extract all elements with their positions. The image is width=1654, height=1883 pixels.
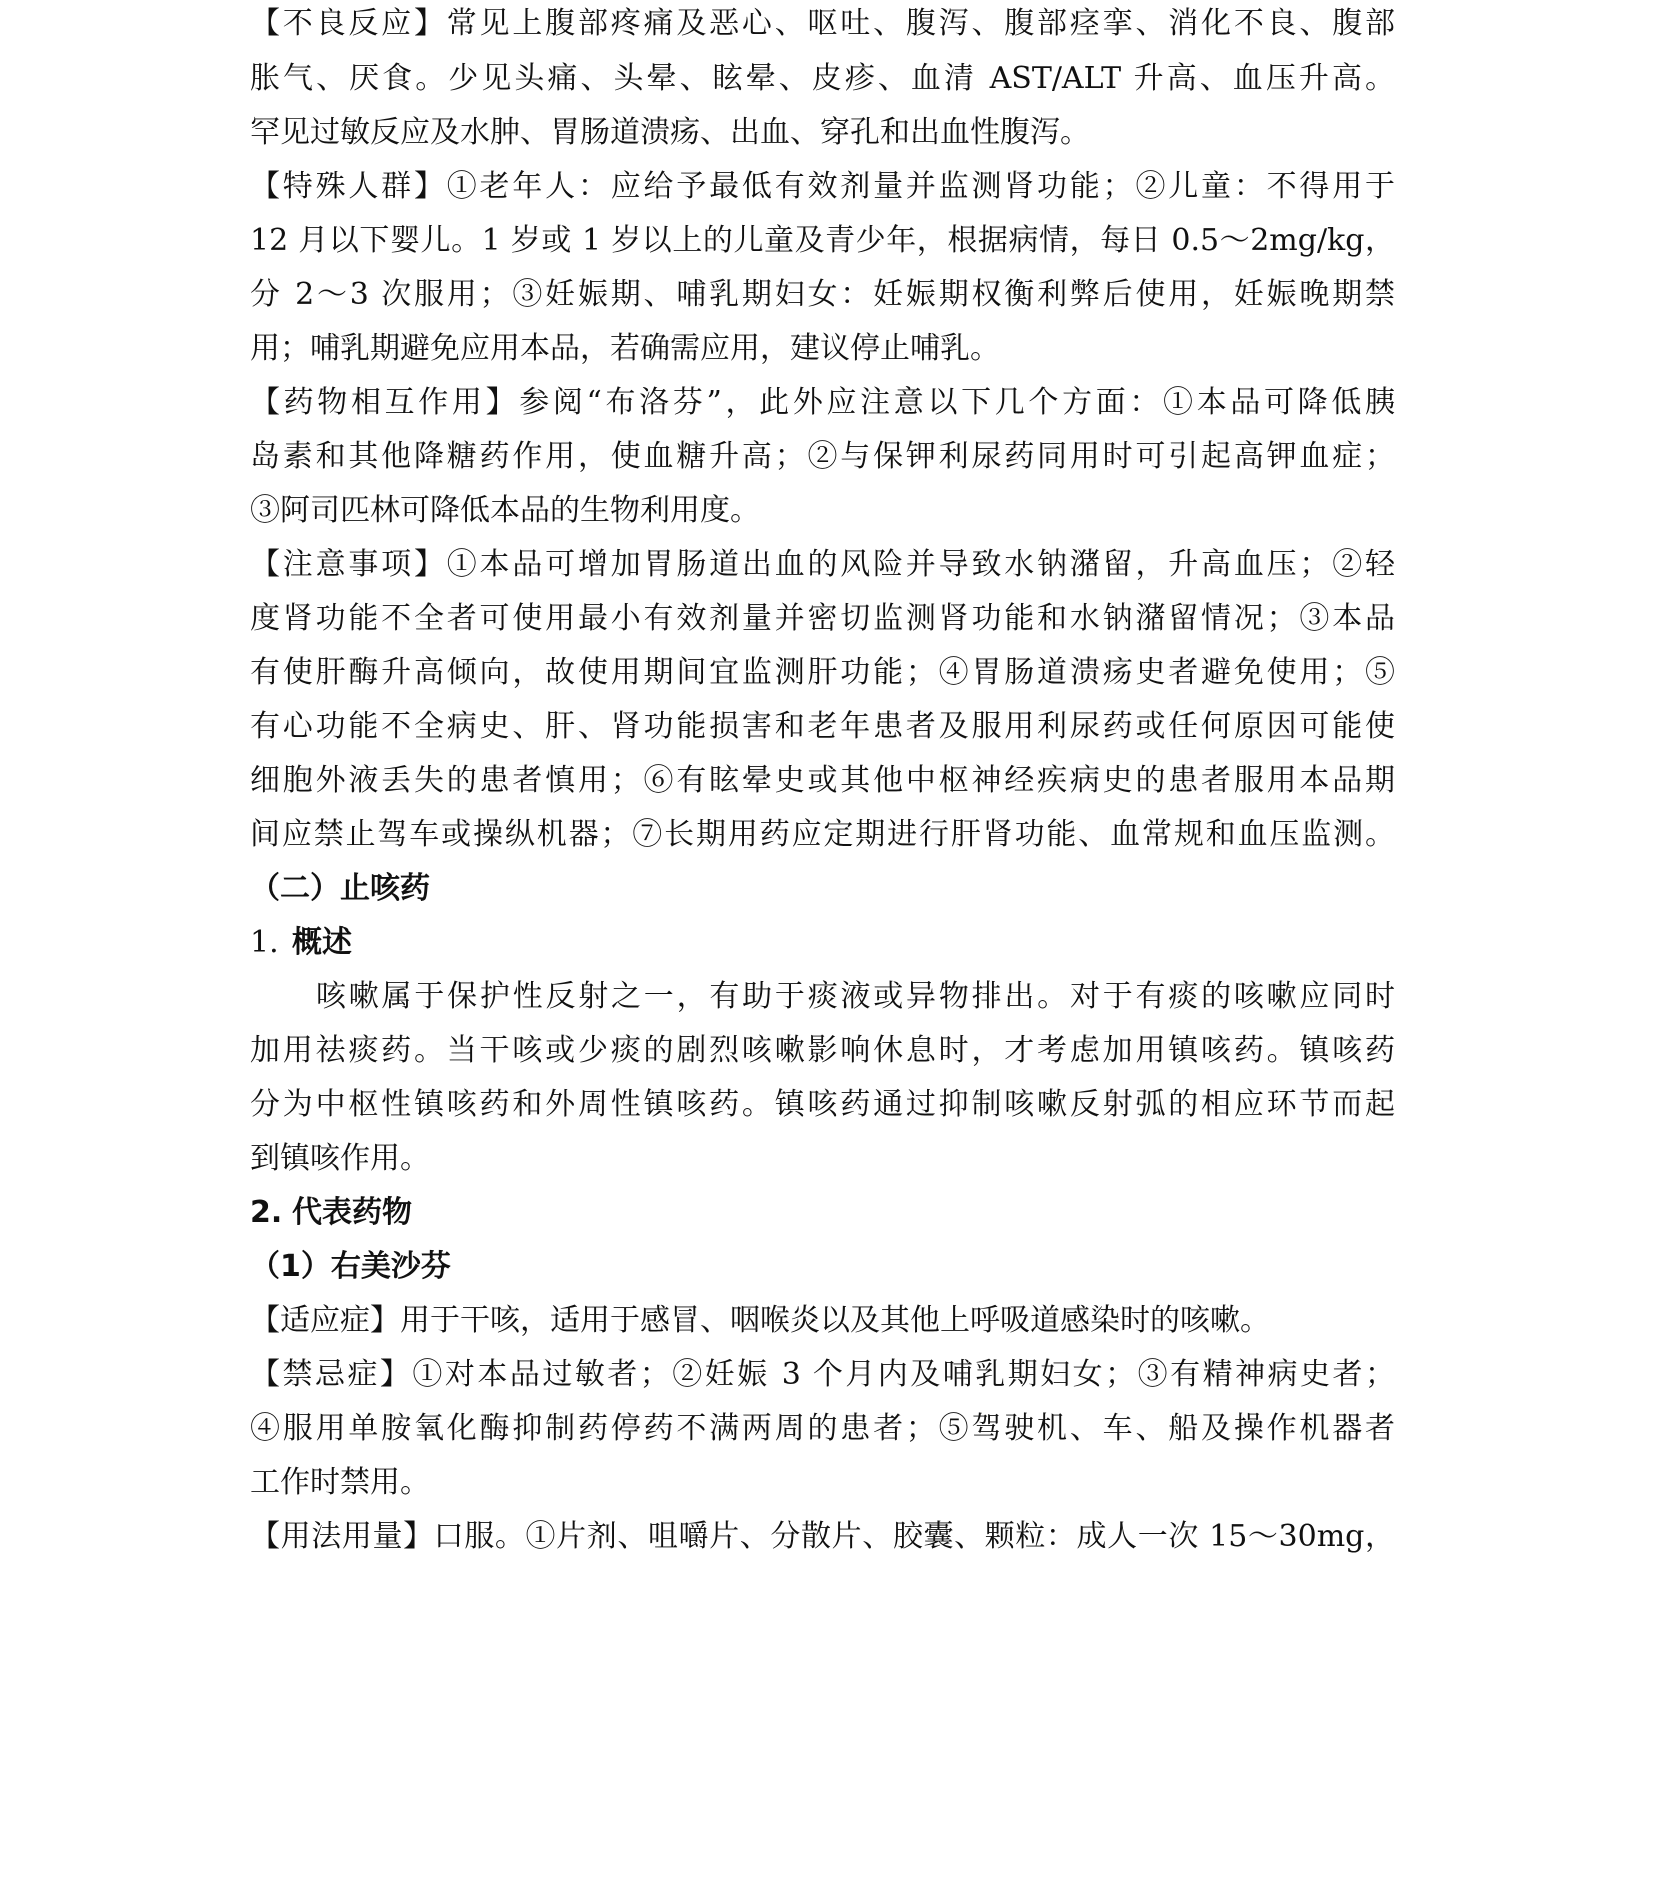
contraindications-line-1: 【禁忌症】①对本品过敏者；②妊娠 3 个月内及哺乳期妇女；③有精神病史者； bbox=[250, 1357, 1395, 1392]
precautions-line-5: 细胞外液丢失的患者慎用；⑥有眩晕史或其他中枢神经疾病史的患者服用本品期 bbox=[250, 763, 1395, 798]
adverse-reactions-line-1: 【不良反应】常见上腹部疼痛及恶心、呕吐、腹泻、腹部痉挛、消化不良、腹部 bbox=[250, 6, 1395, 41]
subheading-representative-drugs: 代表药物 bbox=[292, 1195, 412, 1230]
indications-line: 【适应症】用于干咳，适用于感冒、咽喉炎以及其他上呼吸道感染时的咳嗽。 bbox=[250, 1303, 1270, 1338]
drug-interactions-line-3: ③阿司匹林可降低本品的生物利用度。 bbox=[250, 493, 760, 528]
special-populations-line-3: 分 2～3 次服用；③妊娠期、哺乳期妇女：妊娠期权衡利弊后使用，妊娠晚期禁 bbox=[250, 277, 1395, 312]
overview-paragraph-line-2: 加用祛痰药。当干咳或少痰的剧烈咳嗽影响休息时，才考虑加用镇咳药。镇咳药 bbox=[250, 1033, 1395, 1068]
precautions-line-1: 【注意事项】①本品可增加胃肠道出血的风险并导致水钠潴留，升高血压；②轻 bbox=[250, 547, 1395, 582]
dosage-line-1: 【用法用量】口服。①片剂、咀嚼片、分散片、胶囊、颗粒：成人一次 15～30mg， bbox=[250, 1519, 1395, 1554]
adverse-reactions-line-3: 罕见过敏反应及水肿、胃肠道溃疡、出血、穿孔和出血性腹泻。 bbox=[250, 115, 1090, 150]
contraindications-line-2: ④服用单胺氧化酶抑制药停药不满两周的患者；⑤驾驶机、车、船及操作机器者 bbox=[250, 1411, 1395, 1446]
overview-paragraph-line-3: 分为中枢性镇咳药和外周性镇咳药。镇咳药通过抑制咳嗽反射弧的相应环节而起 bbox=[250, 1087, 1395, 1122]
adverse-reactions-line-2: 胀气、厌食。少见头痛、头晕、眩晕、皮疹、血清 AST/ALT 升高、血压升高。 bbox=[250, 61, 1395, 96]
drug-interactions-line-2: 岛素和其他降糖药作用，使血糖升高；②与保钾利尿药同用时可引起高钾血症； bbox=[250, 439, 1395, 474]
precautions-line-2: 度肾功能不全者可使用最小有效剂量并密切监测肾功能和水钠潴留情况；③本品 bbox=[250, 601, 1395, 636]
section-heading-antitussives: （二）止咳药 bbox=[250, 871, 430, 906]
contraindications-line-3: 工作时禁用。 bbox=[250, 1465, 430, 1500]
overview-paragraph-line-4: 到镇咳作用。 bbox=[250, 1141, 430, 1176]
precautions-line-3: 有使肝酶升高倾向，故使用期间宜监测肝功能；④胃肠道溃疡史者避免使用；⑤ bbox=[250, 655, 1395, 690]
precautions-line-6: 间应禁止驾车或操纵机器；⑦长期用药应定期进行肝肾功能、血常规和血压监测。 bbox=[250, 817, 1395, 852]
precautions-line-4: 有心功能不全病史、肝、肾功能损害和老年患者及服用利尿药或任何原因可能使 bbox=[250, 709, 1395, 744]
drug-heading-dextromethorphan: （1）右美沙芬 bbox=[250, 1249, 451, 1284]
special-populations-line-2: 12 月以下婴儿。1 岁或 1 岁以上的儿童及青少年，根据病情，每日 0.5～2mg/kg， bbox=[250, 223, 1395, 258]
special-populations-line-4: 用；哺乳期避免应用本品，若确需应用，建议停止哺乳。 bbox=[250, 331, 1000, 366]
special-populations-line-1: 【特殊人群】①老年人：应给予最低有效剂量并监测肾功能；②儿童：不得用于 bbox=[250, 169, 1395, 204]
subheading-number-1: 1. bbox=[250, 925, 279, 960]
subheading-number-2: 2. bbox=[250, 1195, 283, 1230]
subheading-overview: 概述 bbox=[292, 925, 352, 960]
drug-interactions-line-1: 【药物相互作用】参阅“布洛芬”，此外应注意以下几个方面：①本品可降低胰 bbox=[250, 385, 1395, 420]
overview-paragraph-line-1: 咳嗽属于保护性反射之一，有助于痰液或异物排出。对于有痰的咳嗽应同时 bbox=[316, 979, 1395, 1014]
